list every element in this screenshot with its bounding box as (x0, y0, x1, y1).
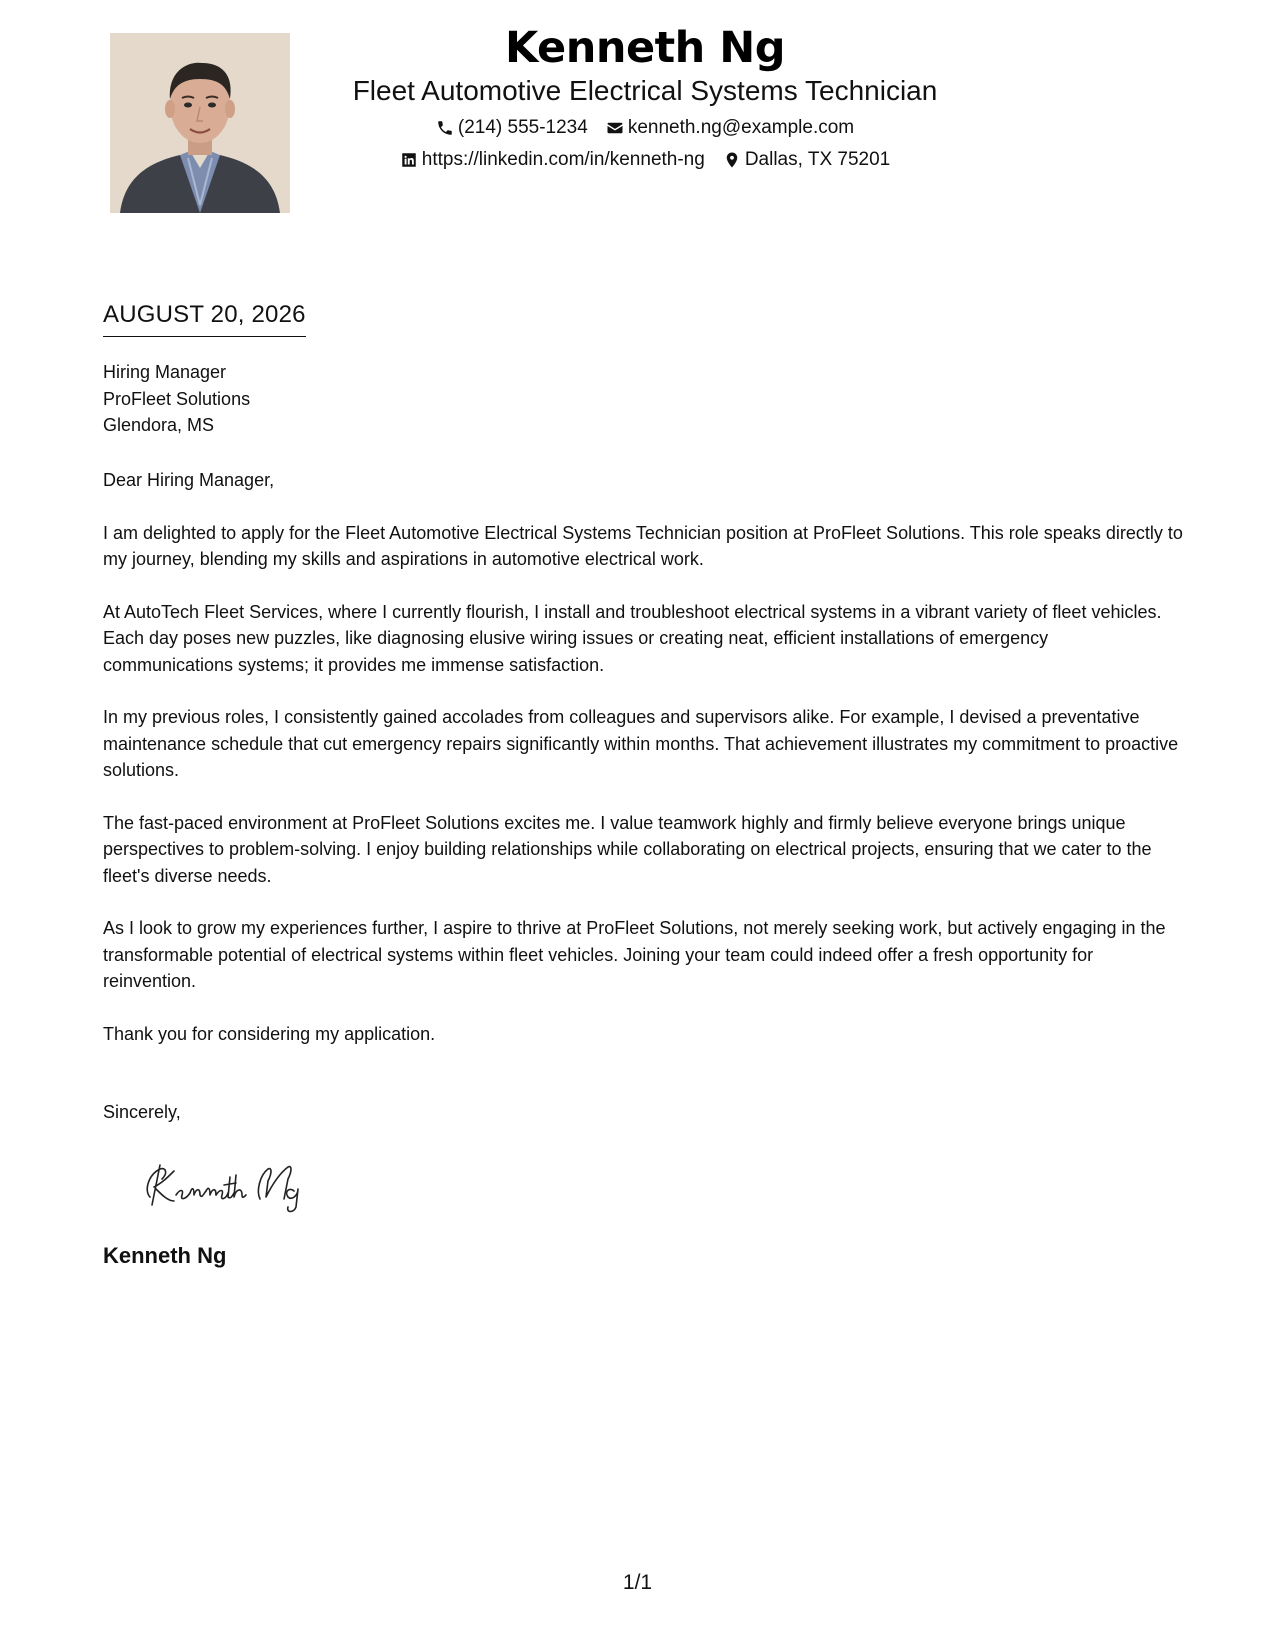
body-paragraph: As I look to grow my experiences further, I aspire to thrive at ProFleet Solutions, not merely seeking work, but actively engaging in the transformable potential of electrical systems within fleet vehicles. Joining your team could indeed offer a fresh opportunity for reinvention. (103, 918, 1166, 991)
salutation: Dear Hiring Manager, (103, 470, 275, 490)
location-text: Dallas, TX 75201 (744, 149, 891, 170)
applicant-name: Kenneth Ng (504, 23, 786, 73)
letter-body (103, 467, 1183, 1073)
profile-photo-illustration (110, 33, 290, 213)
letter-date: AUGUST 20, 2026 (103, 300, 306, 337)
body-paragraph: I am delighted to apply for the Fleet Automotive Electrical Systems Technician position at ProFleet Solutions. This role speaks directly to my journey, blending my skills and aspirations in automotive electrical work. (103, 522, 1183, 569)
body-paragraph: At AutoTech Fleet Services, where I currently flourish, I install and troubleshoot electrical systems in a vibrant variety of fleet vehicles. Each day poses new puzzles, like diagnosing elusive wiring issues or creating neat, efficient installations of emergency communications systems; it provides me immense satisfaction. (103, 601, 1162, 675)
envelope-icon (606, 119, 624, 137)
page-number: 1/1 (622, 1571, 653, 1594)
phone-icon (436, 119, 454, 137)
contact-row-primary (300, 116, 990, 140)
closing: Sincerely, (103, 1102, 181, 1122)
contact-phone[interactable] (436, 116, 588, 140)
linkedin-icon (400, 151, 418, 169)
letter-header (300, 22, 990, 172)
applicant-title: Fleet Automotive Electrical Systems Technician (352, 75, 938, 106)
handwritten-signature (138, 1155, 338, 1215)
signer-name: Kenneth Ng (103, 1243, 227, 1268)
contact-linkedin[interactable] (400, 148, 705, 172)
contact-email[interactable] (606, 116, 854, 140)
body-paragraph: The fast-paced environment at ProFleet Solutions excites me. I value teamwork highly and firmly believe everyone brings unique perspectives to problem-solving. I enjoy building relationships while collaborating on electrical projects, ensuring that we cater to the fleet's diverse needs. (103, 812, 1152, 886)
profile-photo (110, 33, 290, 213)
map-marker-icon (723, 151, 741, 169)
body-paragraph: Thank you for considering my application. (103, 1023, 436, 1044)
recipient-company: ProFleet Solutions (103, 388, 251, 409)
contact-row-secondary (300, 148, 990, 172)
recipient-location: Glendora, MS (103, 415, 215, 435)
body-paragraph: In my previous roles, I consistently gained accolades from colleagues and supervisors alike. For example, I devised a preventative maintenance schedule that cut emergency repairs significantly within months. That achievement illustrates my commitment to proactive solutions. (103, 707, 1179, 780)
recipient-block (103, 359, 250, 439)
recipient-name: Hiring Manager (103, 362, 227, 382)
contact-location (723, 148, 890, 172)
email-text: kenneth.ng@example.com (627, 117, 855, 138)
phone-text: (214) 555-1234 (457, 117, 588, 138)
linkedin-text: https://linkedin.com/in/kenneth-ng (421, 149, 705, 170)
